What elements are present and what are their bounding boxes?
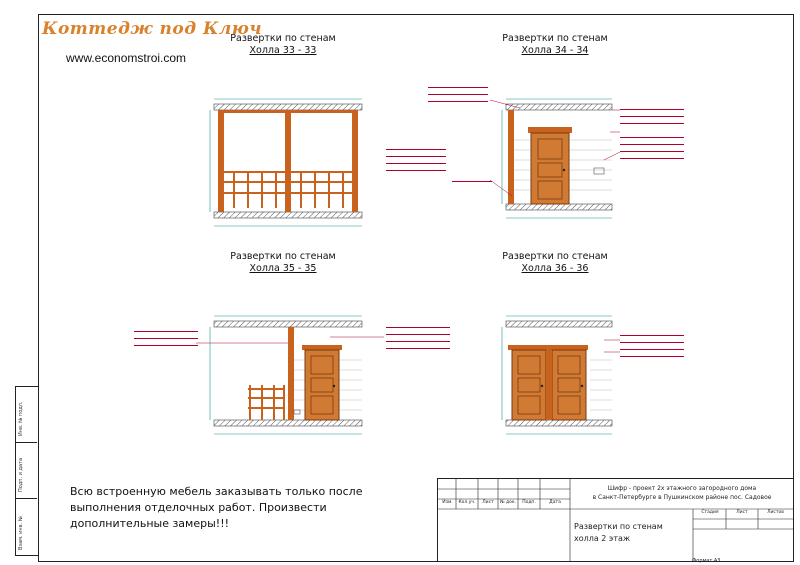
floor-slab-36 — [506, 420, 612, 426]
col-header-list: Лист — [482, 500, 494, 505]
floor-slab-34 — [506, 204, 612, 210]
post-33-mid — [285, 110, 291, 212]
elevation-36 — [502, 316, 620, 434]
col-header-date: Дата — [549, 500, 561, 505]
stage-header-list: Лист — [736, 510, 748, 515]
website-link[interactable]: www.economstroi.com — [66, 51, 187, 65]
leaders-36 — [604, 340, 620, 352]
view-title-35-line1: Развертки по стенам — [230, 251, 336, 262]
sheet-name-line-2: холла 2 этаж — [574, 534, 631, 543]
door-34 — [531, 133, 569, 204]
col-header-doc: № док. — [499, 500, 517, 505]
door-36-left — [512, 350, 546, 420]
title-block — [437, 478, 794, 562]
project-line-1: Шифр - проект 2х этажного загородного дома — [607, 485, 757, 492]
socket-34 — [594, 168, 604, 174]
view-title-34-line1: Развертки по стенам — [502, 33, 608, 44]
door-header-35 — [302, 345, 342, 350]
stage-header-stadia: Стадия — [701, 510, 719, 515]
floor-slab-35 — [214, 420, 362, 426]
side-stamp-divider-2 — [15, 498, 37, 499]
side-stamp-label-3: Взам. инв. № — [18, 516, 24, 550]
ceiling-slab-34 — [506, 104, 612, 110]
furniture-note: Всю встроенную мебель заказывать только после выполнения отделочных работ. Произвести дополнительные замеры!!! — [70, 485, 363, 530]
brand-title: Коттедж под Ключ — [42, 19, 263, 39]
annotation-34-top — [428, 84, 488, 102]
view-title-33-line1: Развертки по стенам — [230, 33, 336, 44]
elevation-33 — [210, 99, 362, 226]
annotation-35-right — [386, 324, 450, 349]
annotation-33-right — [386, 146, 446, 171]
floor-slab-33 — [214, 212, 362, 218]
post-35 — [288, 327, 294, 420]
door-36-right — [552, 350, 586, 420]
format-label: Формат А3 — [692, 558, 721, 564]
view-title-35-line2: Холла 35 - 35 — [249, 263, 317, 274]
wall-panel-36 — [590, 360, 612, 410]
view-title-34-line2: Холла 34 - 34 — [521, 45, 589, 56]
view-title-36-line2: Холла 36 - 36 — [521, 263, 589, 274]
col-header-podp: Подп. — [522, 500, 536, 505]
beam-33 — [218, 110, 358, 113]
side-stamp-label-2: Подп. и дата — [18, 457, 24, 492]
view-title-36-line1: Развертки по стенам — [502, 251, 608, 262]
post-33-left — [218, 110, 224, 212]
annotation-34-right — [620, 106, 684, 159]
post-34 — [508, 110, 514, 204]
elevation-34 — [490, 99, 620, 218]
side-stamp-divider-1 — [15, 442, 37, 443]
door-header-36 — [508, 345, 588, 350]
side-stamp-label-1: Инв. № подл. — [18, 401, 24, 436]
view-title-33-line2: Холла 33 - 33 — [249, 45, 317, 56]
ceiling-slab-33 — [214, 104, 362, 110]
col-header-izm: Изм. — [442, 500, 453, 505]
railing-35 — [248, 385, 284, 420]
post-33-right — [352, 110, 358, 212]
stage-header-listov: Листов — [767, 510, 784, 515]
ceiling-slab-35 — [214, 321, 362, 327]
sheet-name-line-1: Развертки по стенам — [574, 522, 663, 531]
project-line-2: в Санкт-Петербурге в Пушкинском районе пос. Садовое — [592, 494, 772, 501]
annotation-36-right — [620, 332, 684, 357]
annotation-34-mid — [452, 178, 492, 182]
door-header-34 — [528, 127, 572, 133]
elevation-35 — [196, 316, 384, 434]
col-header-kol: Кол.уч. — [458, 500, 476, 505]
annotation-35-left — [134, 328, 198, 346]
ceiling-slab-36 — [506, 321, 612, 327]
